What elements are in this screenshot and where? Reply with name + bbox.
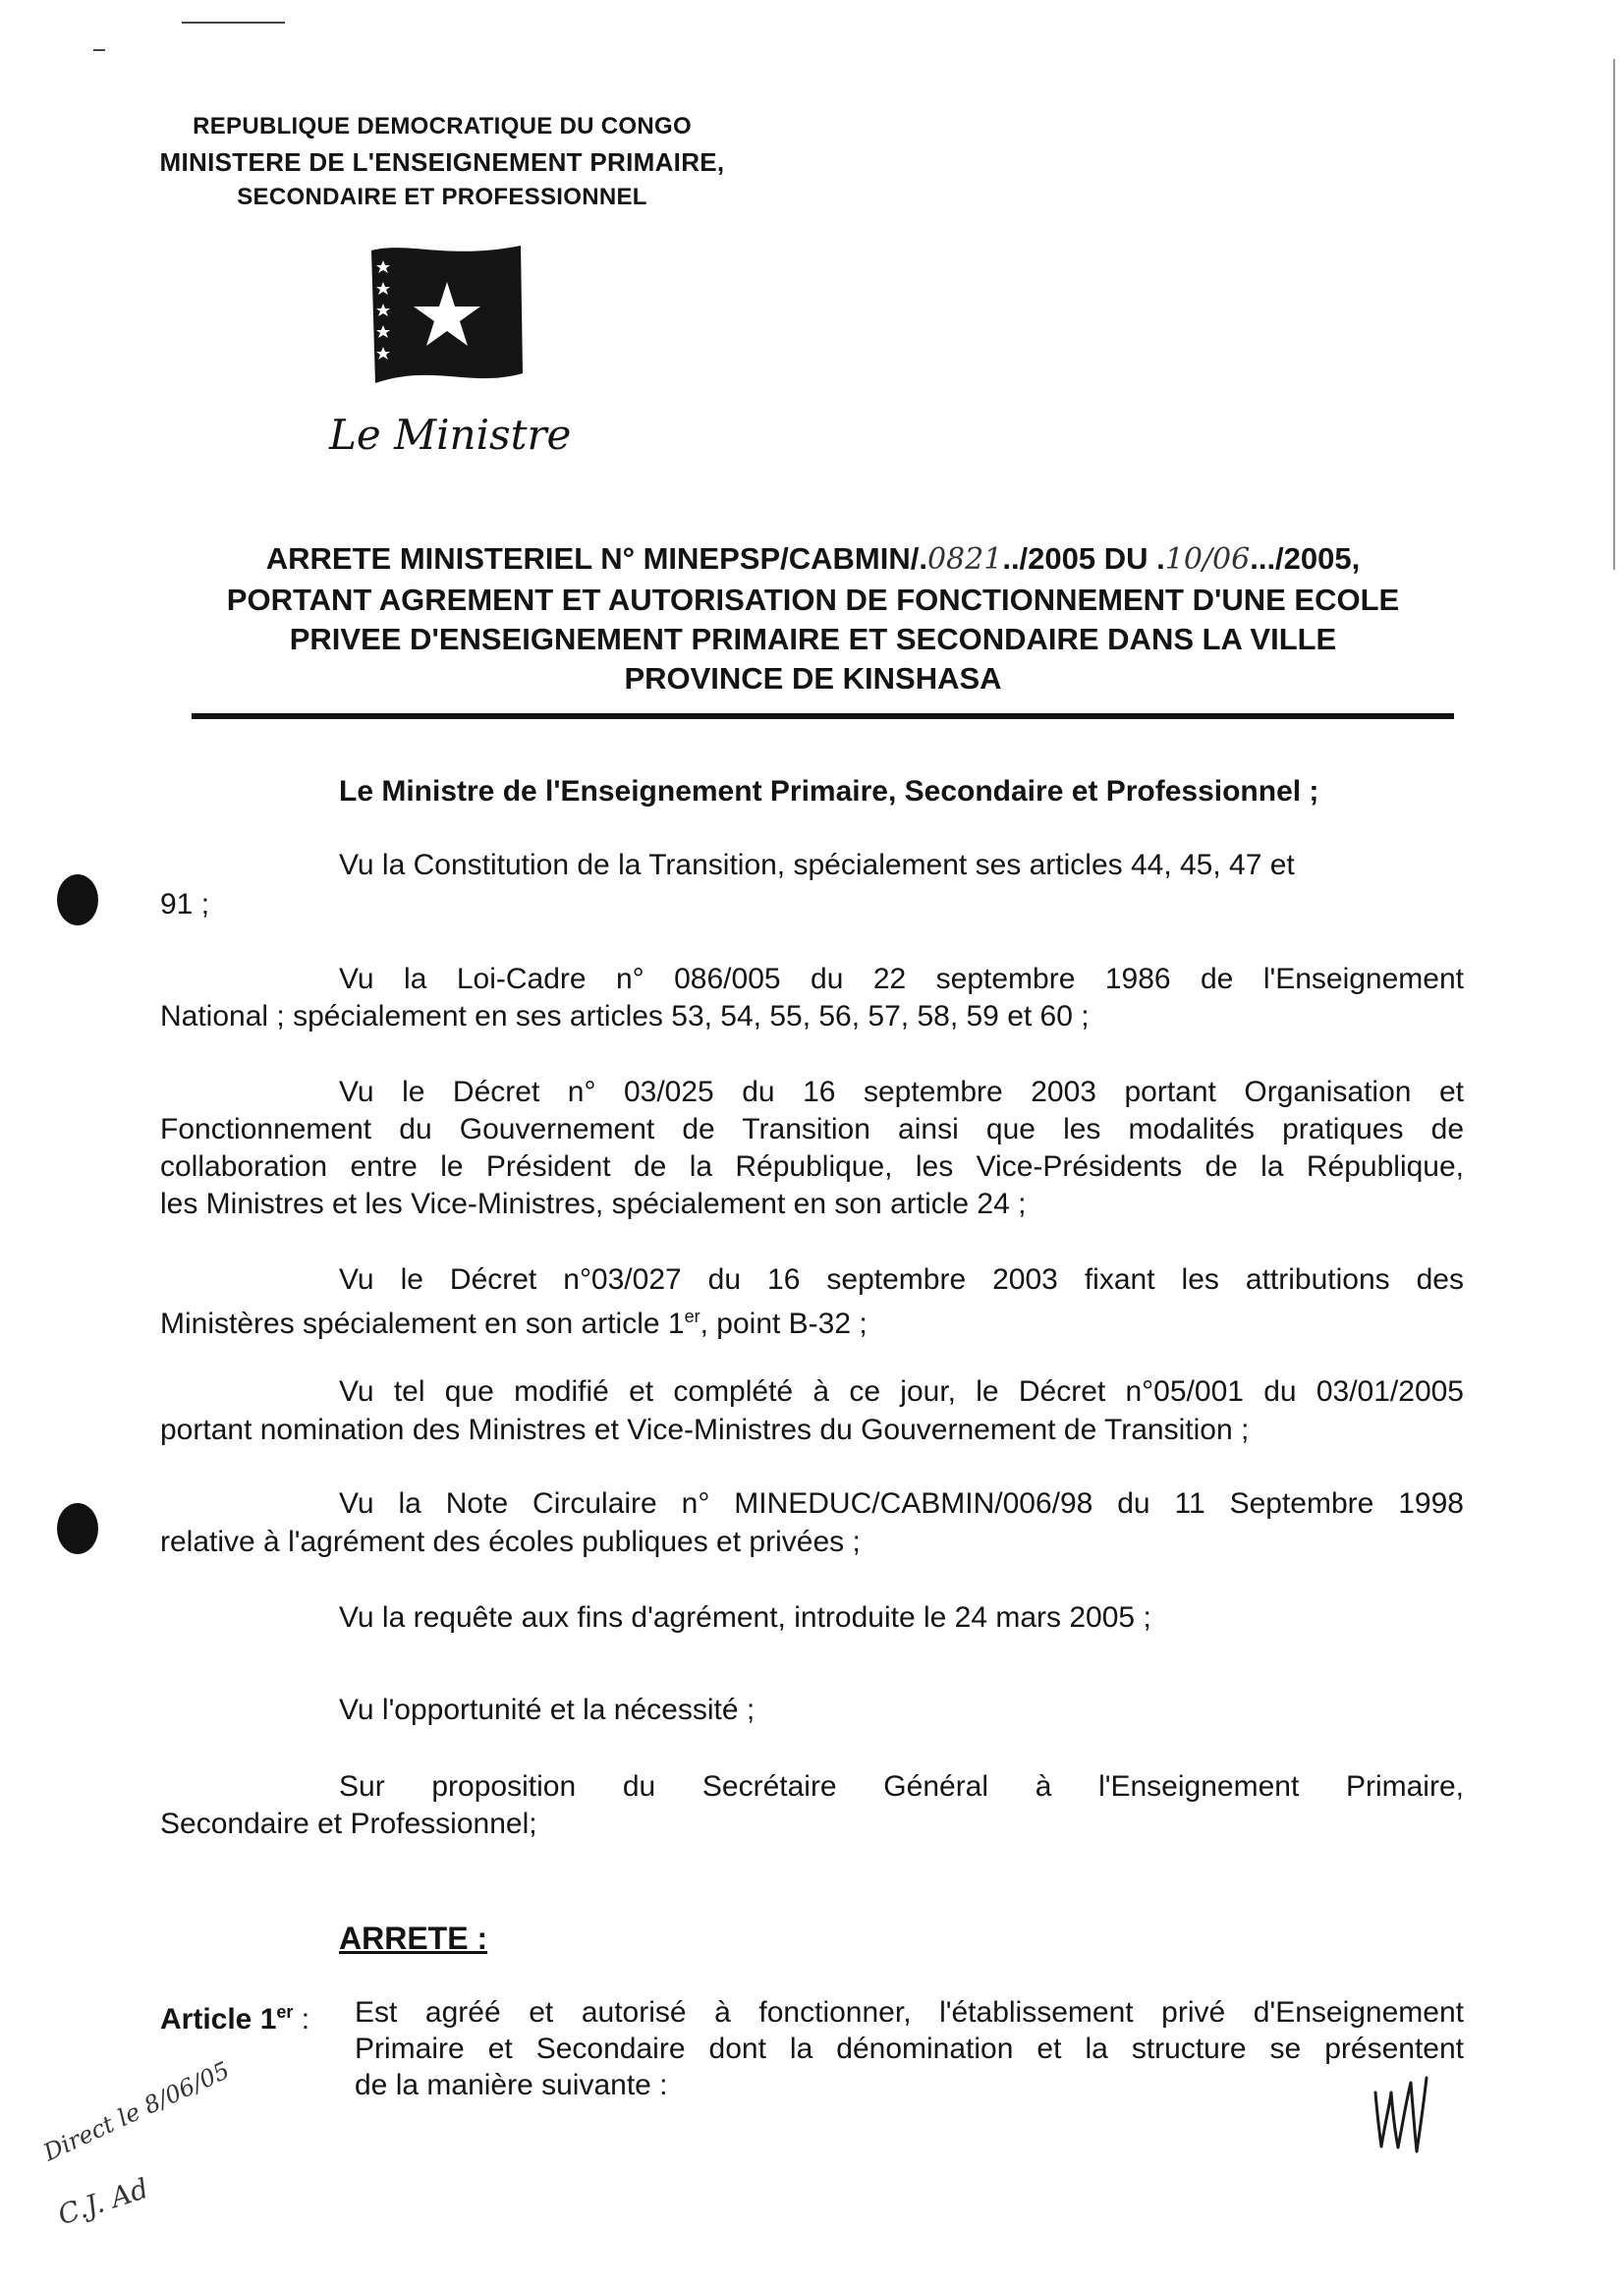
article-1-line3: de la manière suivante :	[355, 2069, 668, 2101]
vu-loi-cadre-line2: National ; spécialement en ses articles 53, 54, 55, 56, 57, 58, 59 et 60 ;	[160, 1000, 1090, 1032]
decree-number-prefix: ARRETE MINISTERIEL N° MINEPSP/CABMIN/.	[265, 541, 927, 576]
ministry-name-line1: MINISTERE DE L'ENSEIGNEMENT PRIMAIRE,	[159, 147, 725, 177]
vu-decret-03-025-line1: Vu le Décret n° 03/025 du 16 septembre 2003 portant Organisation et	[339, 1076, 1464, 1108]
article-1-line2: Primaire et Secondaire dont la dénomination et la structure se présentent	[355, 2033, 1464, 2065]
intro-line: Le Ministre de l'Enseignement Primaire, Secondaire et Professionnel ;	[339, 775, 1319, 808]
vu-constitution-line1: Vu la Constitution de la Transition, spécialement ses articles 44, 45, 47 et	[339, 849, 1295, 881]
vu-opportunite: Vu l'opportunité et la nécessité ;	[339, 1694, 756, 1726]
decree-date-suffix: .../2005,	[1250, 541, 1361, 576]
article-superscript-er: er	[276, 2002, 294, 2022]
paraph-signature-icon	[1366, 2063, 1434, 2156]
article-label-text: Article 1	[160, 2003, 277, 2036]
vu-decret-03-025-line2: Fonctionnement du Gouvernement de Transition ainsi que les modalités pratiques de	[160, 1113, 1464, 1145]
vu-decret-03-027-line2	[160, 1299, 868, 1342]
sur-proposition-line1: Sur proposition du Secrétaire Général à l'Enseignement Primaire,	[339, 1770, 1464, 1803]
punch-hole	[57, 874, 98, 925]
handwritten-margin-note: C.J. Ad	[54, 2171, 152, 2232]
scan-artifact	[93, 49, 105, 51]
title-underline	[192, 713, 1454, 719]
arrete-heading: ARRETE :	[339, 1921, 488, 1956]
scan-artifact	[182, 22, 285, 24]
scan-edge-line	[1613, 59, 1615, 570]
vu-constitution-line2: 91 ;	[160, 888, 210, 920]
handwritten-margin-note: Direct le 8/06/05	[39, 2056, 234, 2167]
vu-decret-03-025-line3: collaboration entre le Président de la République, les Vice-Présidents de la République,	[160, 1150, 1464, 1183]
punch-hole	[57, 1503, 98, 1554]
decree-number-middle: ../2005 DU .	[1002, 541, 1165, 576]
superscript-er: er	[684, 1307, 700, 1326]
sur-proposition-line2: Secondaire et Professionnel;	[160, 1808, 537, 1840]
article-1-label	[160, 1994, 309, 2037]
vu-loi-cadre-line1: Vu la Loi-Cadre n° 086/005 du 22 septembre 1986 de l'Enseignement	[339, 963, 1464, 995]
decree-title-line3: PRIVEE D'ENSEIGNEMENT PRIMAIRE ET SECONDAIRE DANS LA VILLE	[289, 622, 1337, 656]
minister-title: Le Ministre	[329, 411, 572, 459]
decree-title-line2: PORTANT AGREMENT ET AUTORISATION DE FONCTIONNEMENT D'UNE ECOLE	[226, 583, 1400, 617]
vu-note-circulaire-line2: relative à l'agrément des écoles publiques et privées ;	[160, 1526, 861, 1558]
decree-title-line4: PROVINCE DE KINSHASA	[624, 661, 1002, 696]
article-label-colon: :	[293, 2003, 310, 2036]
vu-decret-03-027-text-end: , point B-32 ;	[700, 1308, 868, 1340]
vu-requete: Vu la requête aux fins d'agrément, introduite le 24 mars 2005 ;	[339, 1601, 1151, 1634]
republic-name: REPUBLIQUE DEMOCRATIQUE DU CONGO	[193, 113, 692, 139]
congo-flag-emblem	[364, 241, 531, 398]
handwritten-decree-date: 10/06	[1164, 542, 1251, 577]
vu-decret-03-025-line4: les Ministres et les Vice-Ministres, spécialement en son article 24 ;	[160, 1188, 1027, 1220]
article-1-line1: Est agréé et autorisé à fonctionner, l'établissement privé d'Enseignement	[355, 1996, 1464, 2029]
decree-title-line1	[172, 540, 1454, 579]
ministry-name-line2: SECONDAIRE ET PROFESSIONNEL	[237, 184, 647, 210]
handwritten-decree-number: 0821	[926, 542, 1003, 577]
vu-decret-03-027-line1: Vu le Décret n°03/027 du 16 septembre 2003 fixant les attributions des	[339, 1263, 1464, 1296]
vu-decret-03-027-text: Ministères spécialement en son article 1	[160, 1308, 685, 1340]
vu-note-circulaire-line1: Vu la Note Circulaire n° MINEDUC/CABMIN/006/98 du 11 Septembre 1998	[339, 1487, 1464, 1520]
vu-decret-05-001-line1: Vu tel que modifié et complété à ce jour, le Décret n°05/001 du 03/01/2005	[339, 1375, 1464, 1408]
vu-decret-05-001-line2: portant nomination des Ministres et Vice-Ministres du Gouvernement de Transition ;	[160, 1414, 1250, 1446]
